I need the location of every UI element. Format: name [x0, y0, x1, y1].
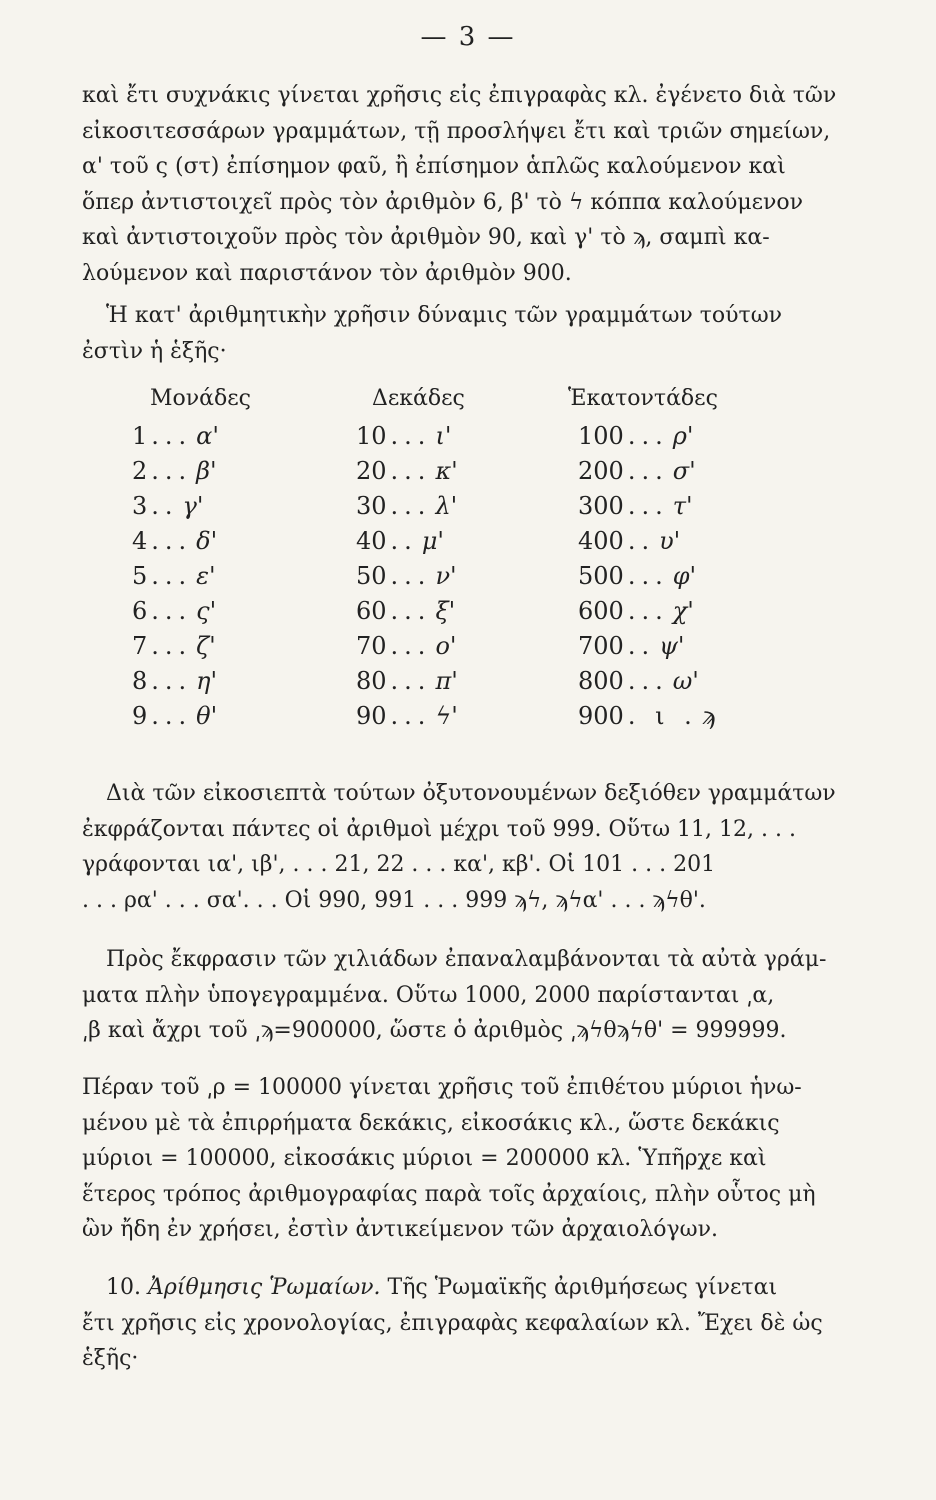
- units-cell: 8 ... η': [132, 667, 218, 695]
- paragraph-3: [82, 776, 836, 918]
- units-cell: 9 ... θ': [132, 702, 218, 730]
- page-number: — 3 —: [420, 22, 516, 52]
- text-line: γράφονται ια', ιβ', . . . 21, 22 . . . κα', κβ'. Οἱ 101 . . . 201: [82, 852, 716, 877]
- hundreds-cell: 800 ... ω': [578, 667, 699, 695]
- text-line: ἔτι χρῆσις εἰς χρονολογίας, ἐπιγραφὰς κεφαλαίων κλ. Ἔχει δὲ ὡς: [82, 1310, 823, 1336]
- hundreds-cell: 500 ... φ': [578, 562, 697, 590]
- paragraph-4: [82, 942, 827, 1049]
- units-cell: 5 ... ε': [132, 562, 216, 590]
- text-line: λούμενον καὶ παριστάνον τὸν ἀριθμὸν 900.: [82, 260, 572, 286]
- tens-cell: 50 ... ν': [356, 562, 457, 590]
- text-line: καὶ ἔτι συχνάκις γίνεται χρῆσις εἰς ἐπιγραφὰς κλ. ἐγένετο διὰ τῶν: [82, 83, 837, 108]
- table-row: [0, 702, 936, 738]
- tens-cell: 30 ... λ': [356, 492, 458, 520]
- hundreds-cell: 200 ... σ': [578, 457, 696, 485]
- tens-cell: 70 ... ο': [356, 632, 457, 660]
- table-row: [0, 562, 936, 598]
- table-row: [0, 527, 936, 563]
- hundreds-cell: 700 .. ψ': [578, 632, 685, 660]
- section-10: [82, 1270, 823, 1377]
- header-units: Μονάδες: [150, 386, 251, 411]
- tens-cell: 10 ... ι': [356, 422, 452, 450]
- text-line: Πέραν τοῦ ͵ρ = 100000 γίνεται χρῆσις τοῦ ἐπιθέτου μύριοι ἡνω-: [82, 1075, 802, 1100]
- text-line: ὅπερ ἀντιστοιχεῖ πρὸς τὸν ἀριθμὸν 6, β' τὸ ϟ κόππα καλούμενον: [82, 189, 804, 215]
- table-row: [0, 632, 936, 668]
- text-line: καὶ ἀντιστοιχοῦν πρὸς τὸν ἀριθμὸν 90, καὶ γ' τὸ ϡ, σαμπὶ κα-: [82, 225, 770, 250]
- text-line: Τῆς Ῥωμαϊκῆς ἀριθμήσεως γίνεται: [387, 1275, 778, 1300]
- units-cell: 2 ... β': [132, 457, 217, 485]
- text-line: μύριοι = 100000, εἰκοσάκις μύριοι = 200000 κλ. Ὑπῆρχε καὶ: [82, 1146, 767, 1171]
- text-line: μένου μὲ τὰ ἐπιρρήματα δεκάκις, εἰκοσάκις κλ., ὥστε δεκάκις: [82, 1110, 780, 1136]
- units-cell: 3 .. γ': [132, 492, 204, 520]
- text-line: ͵β καὶ ἄχρι τοῦ ͵ϡ=900000, ὥστε ὁ ἀριθμὸς ͵ϡϟθϡϟθ' = 999999.: [82, 1018, 787, 1043]
- header-tens: Δεκάδες: [372, 386, 465, 411]
- table-row: [0, 422, 936, 458]
- text-line: . . . ρα' . . . σα'. . . Οἱ 990, 991 . . . 999 ϡϟ, ϡϟα' . . . ϡϟθ'.: [82, 887, 706, 913]
- paragraph-1: [82, 78, 837, 291]
- text-line: Ἡ κατ' ἀριθμητικὴν χρῆσιν δύναμις τῶν γραμμάτων τούτων: [106, 303, 783, 328]
- text-line: ἑξῆς·: [82, 1346, 139, 1371]
- section-10-first-line: [82, 1270, 808, 1306]
- table-row: [0, 457, 936, 493]
- text-line: ἐστὶν ἡ ἑξῆς·: [82, 338, 227, 364]
- units-cell: 4 ... δ': [132, 527, 218, 555]
- text-line: α' τοῦ ς (στ) ἐπίσημον φαῦ, ἢ ἐπίσημον ἁπλῶς καλούμενον καὶ: [82, 154, 786, 179]
- hundreds-cell: 400 .. υ': [578, 527, 681, 555]
- section-title: Ἀρίθμησις Ῥωμαίων.: [148, 1275, 381, 1300]
- table-row: [0, 597, 936, 633]
- hundreds-cell: 900 . ι . ϡ: [578, 702, 716, 730]
- tens-cell: 20 ... κ': [356, 457, 458, 485]
- text-line: Διὰ τῶν εἰκοσιεπτὰ τούτων ὀξυτονουμένων δεξιόθεν γραμμάτων: [106, 781, 836, 806]
- hundreds-cell: 600 ... χ': [578, 597, 694, 625]
- tens-cell: 40 .. μ': [356, 527, 445, 555]
- table-row: [0, 667, 936, 703]
- tens-cell: 90 ... ϟ': [356, 702, 458, 730]
- paragraph-5: [82, 1070, 816, 1248]
- units-cell: 6 ... ς': [132, 597, 217, 625]
- paragraph-2: [82, 298, 808, 369]
- header-hundreds: Ἑκατοντάδες: [568, 386, 718, 411]
- hundreds-cell: 300 ... τ': [578, 492, 693, 520]
- text-line: ἕτερος τρόπος ἀριθμογραφίας παρὰ τοῖς ἀρχαίοις, πλὴν οὗτος μὴ: [82, 1181, 816, 1207]
- text-line: Πρὸς ἔκφρασιν τῶν χιλιάδων ἐπαναλαμβάνονται τὰ αὐτὰ γράμ-: [106, 947, 827, 972]
- text-line: εἰκοσιτεσσάρων γραμμάτων, τῇ προσλήψει ἔτι καὶ τριῶν σημείων,: [82, 118, 831, 144]
- units-cell: 1 ... α': [132, 422, 219, 450]
- text-line: ὢν ἤδη ἐν χρήσει, ἐστὶν ἀντικείμενον τῶν ἀρχαιολόγων.: [82, 1217, 718, 1242]
- tens-cell: 60 ... ξ': [356, 597, 456, 625]
- section-number: 10.: [106, 1275, 141, 1300]
- hundreds-cell: 100 ... ρ': [578, 422, 694, 450]
- units-cell: 7 ... ζ': [132, 632, 216, 660]
- table-row: [0, 492, 936, 528]
- tens-cell: 80 ... π': [356, 667, 458, 695]
- text-line: ματα πλὴν ὑπογεγραμμένα. Οὕτω 1000, 2000 παρίστανται ͵α,: [82, 982, 775, 1008]
- text-line: ἐκφράζονται πάντες οἱ ἀριθμοὶ μέχρι τοῦ 999. Οὕτω 11, 12, . . .: [82, 816, 796, 842]
